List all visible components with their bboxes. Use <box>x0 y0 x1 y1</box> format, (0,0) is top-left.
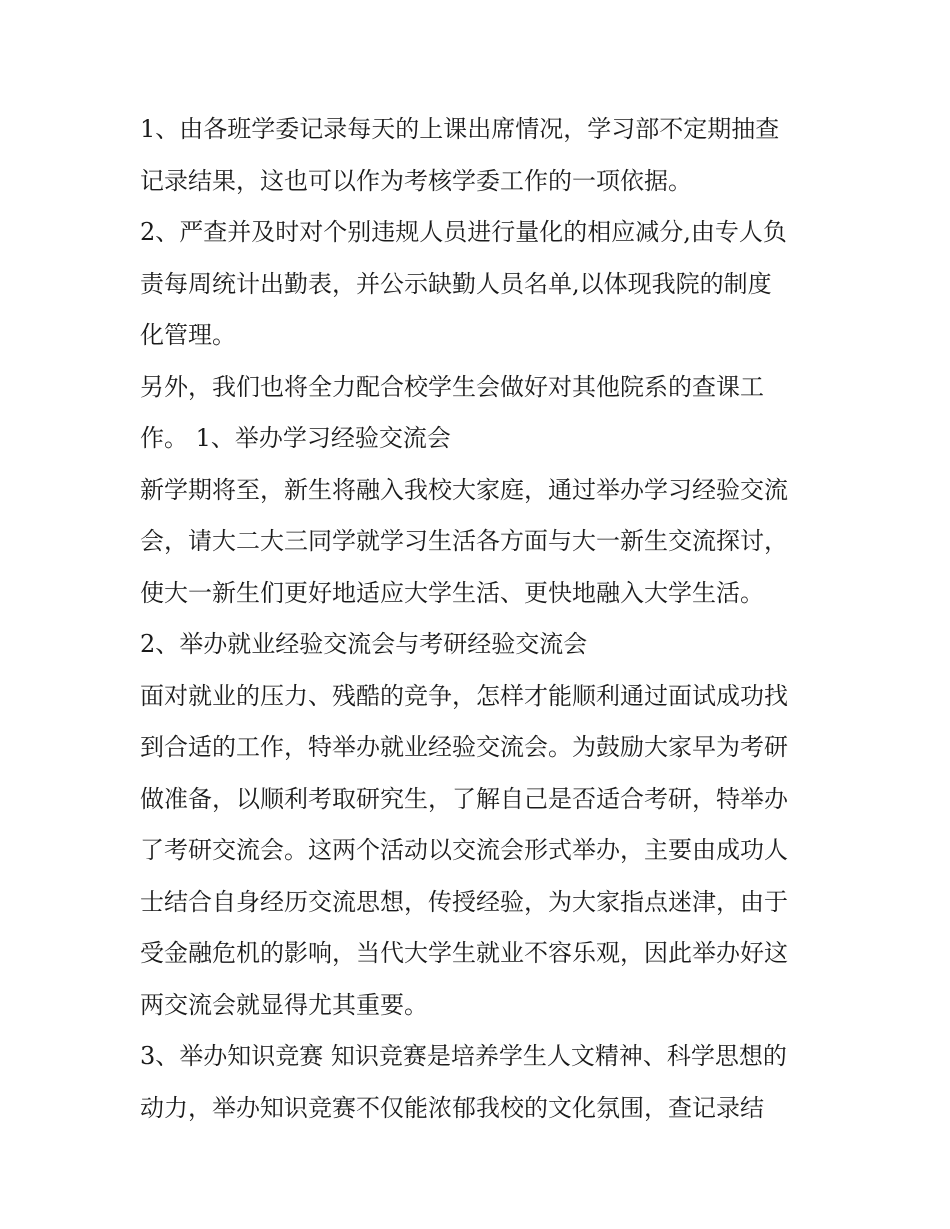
text-line: 2、严查并及时对个别违规人员进行量化的相应减分,由专人负 <box>140 218 787 246</box>
text-line: 受金融危机的影响，当代大学生就业不容乐观，因此举办好这 <box>140 939 788 967</box>
text-line: 新学期将至，新生将融入我校大家庭，通过举办学习经验交流 <box>140 475 788 504</box>
text-line: 1、由各班学委记录每天的上课出席情况，学习部不定期抽查 <box>140 115 780 143</box>
text-line: 2、举办就业经验交流会与考研经验交流会 <box>140 630 588 658</box>
text-line: 会，请大二大三同学就学习生活各方面与大一新生交流探讨， <box>140 527 788 555</box>
text-line: 了考研交流会。这两个活动以交流会形式举办，主要由成功人 <box>140 836 788 864</box>
text-line: 作。 1、举办学习经验交流会 <box>140 424 451 452</box>
text-line: 士结合自身经历交流思想，传授经验，为大家指点迷津，由于 <box>140 887 788 916</box>
text-line: 两交流会就显得尤其重要。 <box>140 990 428 1019</box>
text-line: 化管理。 <box>140 321 236 349</box>
text-line: 到合适的工作，特举办就业经验交流会。为鼓励大家早为考研 <box>140 733 788 761</box>
text-line: 使大一新生们更好地适应大学生活、更快地融入大学生活。 <box>140 578 764 607</box>
document-body <box>140 104 820 1134</box>
text-line: 动力，举办知识竞赛不仅能浓郁我校的文化氛围，查记录结 <box>140 1093 764 1122</box>
text-line: 面对就业的压力、残酷的竞争，怎样才能顺利通过面试成功找 <box>140 681 788 710</box>
text-line: 责每周统计出勤表，并公示缺勤人员名单,以体现我院的制度 <box>140 269 772 298</box>
text-line: 记录结果，这也可以作为考核学委工作的一项依据。 <box>140 166 692 195</box>
text-line: 3、举办知识竞赛 知识竞赛是培养学生人文精神、科学思想的 <box>140 1042 787 1070</box>
text-line: 另外，我们也将全力配合校学生会做好对其他院系的查课工 <box>140 372 764 401</box>
text-line: 做准备，以顺利考取研究生，了解自己是否适合考研，特举办 <box>140 784 788 813</box>
